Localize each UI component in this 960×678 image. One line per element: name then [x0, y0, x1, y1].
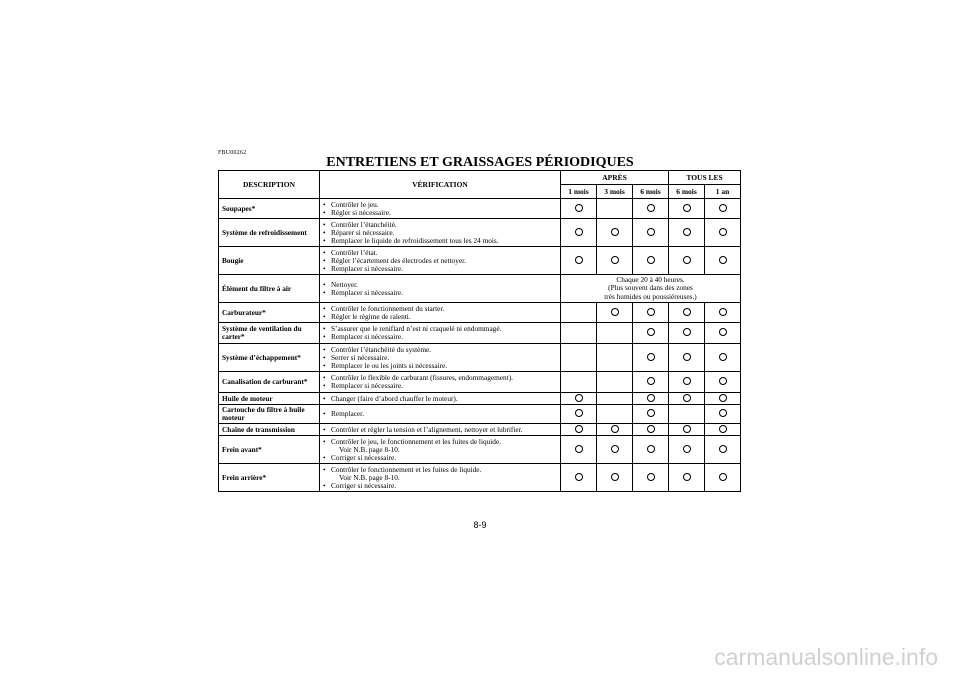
header-description: DESCRIPTION — [219, 171, 320, 199]
row-description: Cartouche du filtre à huile moteur — [219, 405, 320, 424]
verification-reference: Voir N.B. page 8-10. — [339, 472, 400, 482]
row-description: Chaîne de transmission — [219, 424, 320, 436]
row-description: Huile de moteur — [219, 393, 320, 405]
check-circle-icon — [647, 445, 655, 453]
check-circle-icon — [719, 256, 727, 264]
verification-item — [323, 438, 557, 454]
interval-cell — [561, 219, 597, 247]
document-code: FBU00262 — [218, 150, 247, 156]
interval-cell — [633, 303, 669, 323]
check-circle-icon — [719, 409, 727, 417]
verification-text: Contrôler le fonctionnement du starter. — [331, 303, 445, 313]
interval-cell — [597, 219, 633, 247]
header-interval: 6 mois — [669, 185, 705, 199]
bullet-icon: • — [323, 373, 326, 382]
check-circle-icon — [611, 425, 619, 433]
check-circle-icon — [647, 353, 655, 361]
check-circle-icon — [611, 228, 619, 236]
row-description: Système de ventilation du carter* — [219, 323, 320, 344]
interval-cell — [669, 405, 705, 424]
bullet-icon: • — [323, 219, 326, 229]
row-description: Frein avant* — [219, 436, 320, 464]
verification-text: Remplacer le liquide de refroidissement tous les 24 mois. — [331, 235, 499, 245]
bullet-icon: • — [323, 436, 326, 446]
interval-cell — [705, 303, 741, 323]
verification-item — [323, 333, 557, 341]
verification-item — [323, 289, 557, 297]
row-verification — [320, 405, 561, 424]
bullet-icon: • — [323, 393, 326, 403]
verification-text: Régler si nécessaire. — [331, 207, 391, 217]
row-description: Élément du filtre à air — [219, 275, 320, 303]
interval-cell — [561, 199, 597, 219]
interval-cell — [561, 344, 597, 372]
verification-item — [323, 362, 557, 370]
check-circle-icon — [683, 256, 691, 264]
interval-note — [561, 275, 741, 303]
table-row — [219, 303, 741, 323]
verification-text: Remplacer si nécessaire. — [331, 381, 403, 390]
verification-text: Remplacer si nécessaire. — [331, 332, 403, 341]
row-description: Bougie — [219, 247, 320, 275]
interval-cell — [561, 247, 597, 275]
bullet-icon: • — [323, 344, 326, 354]
check-circle-icon — [683, 473, 691, 481]
verification-text: Remplacer. — [331, 409, 365, 418]
check-circle-icon — [647, 473, 655, 481]
interval-cell — [597, 323, 633, 344]
interval-cell — [633, 405, 669, 424]
row-description: Système d’échappement* — [219, 344, 320, 372]
bullet-icon: • — [323, 207, 326, 217]
check-circle-icon — [575, 256, 583, 264]
bullet-icon: • — [323, 324, 326, 333]
interval-cell — [669, 199, 705, 219]
check-circle-icon — [647, 204, 655, 212]
verification-text: Corriger si nécessaire. — [331, 452, 397, 462]
row-verification — [320, 436, 561, 464]
check-circle-icon — [719, 377, 727, 385]
interval-cell — [705, 219, 741, 247]
interval-cell — [633, 436, 669, 464]
header-after: APRÈS — [561, 171, 669, 185]
interval-cell — [597, 393, 633, 405]
table-row — [219, 405, 741, 424]
bullet-icon: • — [323, 452, 326, 462]
bullet-icon: • — [323, 303, 326, 313]
check-circle-icon — [647, 256, 655, 264]
check-circle-icon — [683, 228, 691, 236]
interval-cell — [705, 393, 741, 405]
bullet-icon: • — [323, 464, 326, 474]
interval-cell — [669, 247, 705, 275]
check-circle-icon — [719, 473, 727, 481]
interval-cell — [597, 372, 633, 393]
interval-cell — [705, 436, 741, 464]
verification-item — [323, 395, 557, 403]
interval-cell — [561, 424, 597, 436]
check-circle-icon — [683, 204, 691, 212]
check-circle-icon — [575, 394, 583, 402]
watermark-text: carmanualsonline.info — [714, 644, 938, 670]
table-row — [219, 372, 741, 393]
verification-text: Changer (faire d’abord chauffer le moteur). — [331, 393, 458, 403]
bullet-icon: • — [323, 360, 326, 370]
check-circle-icon — [611, 256, 619, 264]
interval-cell — [597, 405, 633, 424]
interval-cell — [705, 344, 741, 372]
table-row — [219, 275, 741, 303]
verification-text: Régler le régime de ralenti. — [331, 311, 411, 321]
interval-cell — [633, 372, 669, 393]
interval-cell — [597, 247, 633, 275]
row-description: Canalisation de carburant* — [219, 372, 320, 393]
header-every: TOUS LES — [669, 171, 741, 185]
interval-cell — [633, 344, 669, 372]
header-interval: 1 an — [705, 185, 741, 199]
row-description: Frein arrière* — [219, 464, 320, 492]
header-verification: VÉRIFICATION — [320, 171, 561, 199]
interval-cell — [561, 464, 597, 492]
interval-cell — [669, 464, 705, 492]
row-verification — [320, 424, 561, 436]
bullet-icon: • — [323, 227, 326, 237]
verification-text: Contrôler le fonctionnement et les fuites de liquide. — [331, 464, 482, 474]
verification-text: Nettoyer. — [331, 279, 358, 289]
check-circle-icon — [611, 473, 619, 481]
interval-cell — [669, 219, 705, 247]
bullet-icon: • — [323, 255, 326, 265]
bullet-icon: • — [323, 332, 326, 341]
check-circle-icon — [719, 308, 727, 316]
check-circle-icon — [719, 353, 727, 361]
bullet-icon: • — [323, 409, 326, 418]
table-row — [219, 424, 741, 436]
check-circle-icon — [647, 425, 655, 433]
bullet-icon: • — [323, 263, 326, 273]
row-description: Système de refroidissement — [219, 219, 320, 247]
check-circle-icon — [575, 409, 583, 417]
verification-item — [323, 382, 557, 390]
interval-cell — [669, 372, 705, 393]
verification-item — [323, 454, 557, 462]
row-verification — [320, 219, 561, 247]
verification-text: Contrôler le flexible de carburant (fissures, endommagement). — [331, 373, 513, 382]
interval-cell — [561, 405, 597, 424]
verification-text: S’assurer que le reniflard n’est ni craquelé ni endommagé. — [331, 324, 502, 333]
table-row — [219, 464, 741, 492]
check-circle-icon — [719, 328, 727, 336]
check-circle-icon — [683, 445, 691, 453]
check-circle-icon — [719, 228, 727, 236]
verification-item — [323, 482, 557, 490]
table-row — [219, 219, 741, 247]
row-verification — [320, 247, 561, 275]
check-circle-icon — [647, 308, 655, 316]
bullet-icon: • — [323, 199, 326, 209]
verification-item — [323, 313, 557, 321]
verification-text: Contrôler l’étanchéité du système. — [331, 344, 432, 354]
check-circle-icon — [683, 377, 691, 385]
verification-item — [323, 426, 557, 434]
verification-text: Serrer si nécessaire. — [331, 352, 390, 362]
table-row — [219, 199, 741, 219]
verification-text: Contrôler l’état. — [331, 247, 378, 257]
check-circle-icon — [719, 425, 727, 433]
check-circle-icon — [683, 328, 691, 336]
bullet-icon: • — [323, 480, 326, 490]
row-verification — [320, 303, 561, 323]
interval-cell — [705, 405, 741, 424]
check-circle-icon — [647, 328, 655, 336]
verification-item — [323, 209, 557, 217]
row-description: Carburateur* — [219, 303, 320, 323]
check-circle-icon — [719, 394, 727, 402]
row-verification — [320, 464, 561, 492]
row-verification — [320, 344, 561, 372]
table-row — [219, 247, 741, 275]
interval-cell — [597, 303, 633, 323]
check-circle-icon — [683, 394, 691, 402]
header-interval: 3 mois — [597, 185, 633, 199]
verification-text: Contrôler l’étanchéité. — [331, 219, 397, 229]
interval-cell — [705, 372, 741, 393]
interval-cell — [669, 393, 705, 405]
interval-cell — [633, 199, 669, 219]
check-circle-icon — [575, 204, 583, 212]
page-number: 8-9 — [473, 520, 487, 530]
check-circle-icon — [683, 353, 691, 361]
table-row — [219, 323, 741, 344]
check-circle-icon — [575, 425, 583, 433]
interval-cell — [705, 464, 741, 492]
check-circle-icon — [683, 425, 691, 433]
check-circle-icon — [647, 228, 655, 236]
page-title: ENTRETIENS ET GRAISSAGES PÉRIODIQUES — [326, 155, 634, 170]
interval-cell — [597, 199, 633, 219]
row-verification — [320, 199, 561, 219]
check-circle-icon — [719, 204, 727, 212]
maintenance-table — [218, 170, 741, 492]
interval-cell — [633, 247, 669, 275]
interval-cell — [705, 424, 741, 436]
row-verification — [320, 323, 561, 344]
table-row — [219, 436, 741, 464]
interval-cell — [705, 323, 741, 344]
check-circle-icon — [575, 228, 583, 236]
check-circle-icon — [611, 445, 619, 453]
verification-text: Réparer si nécessaire. — [331, 227, 395, 237]
interval-cell — [597, 344, 633, 372]
verification-item — [323, 410, 557, 418]
interval-cell — [633, 464, 669, 492]
bullet-icon: • — [323, 352, 326, 362]
verification-text: Remplacer si nécessaire. — [331, 263, 403, 273]
interval-cell — [597, 424, 633, 436]
bullet-icon: • — [323, 235, 326, 245]
interval-cell — [597, 464, 633, 492]
verification-text: Contrôler le jeu. — [331, 199, 379, 209]
note-line: (Plus souvent dans des zones — [608, 283, 693, 293]
row-verification — [320, 393, 561, 405]
bullet-icon: • — [323, 287, 326, 297]
verification-text: Corriger si nécessaire. — [331, 480, 397, 490]
interval-cell — [669, 344, 705, 372]
bullet-icon: • — [323, 247, 326, 257]
interval-cell — [669, 436, 705, 464]
check-circle-icon — [575, 473, 583, 481]
table-row — [219, 344, 741, 372]
row-verification — [320, 372, 561, 393]
verification-item — [323, 237, 557, 245]
maintenance-rows — [219, 199, 741, 492]
header-interval: 1 mois — [561, 185, 597, 199]
check-circle-icon — [683, 308, 691, 316]
interval-cell — [705, 199, 741, 219]
interval-cell — [669, 303, 705, 323]
bullet-icon: • — [323, 279, 326, 289]
interval-cell — [561, 303, 597, 323]
verification-text: Régler l’écartement des électrodes et nettoyer. — [331, 255, 466, 265]
interval-cell — [561, 436, 597, 464]
interval-cell — [669, 424, 705, 436]
interval-cell — [633, 393, 669, 405]
interval-cell — [561, 323, 597, 344]
interval-cell — [561, 393, 597, 405]
note-line: très humides ou poussiéreuses.) — [604, 291, 697, 301]
check-circle-icon — [575, 445, 583, 453]
interval-cell — [669, 323, 705, 344]
verification-text: Contrôler et régler la tension et l’alignement, nettoyer et lubrifier. — [331, 424, 523, 434]
verification-text: Remplacer le ou les joints si nécessaire. — [331, 360, 448, 370]
interval-cell — [633, 219, 669, 247]
bullet-icon: • — [323, 381, 326, 390]
interval-cell — [633, 323, 669, 344]
interval-cell — [633, 424, 669, 436]
table-row — [219, 393, 741, 405]
interval-cell — [705, 247, 741, 275]
bullet-icon: • — [323, 311, 326, 321]
interval-cell — [597, 436, 633, 464]
check-circle-icon — [647, 409, 655, 417]
verification-item — [323, 466, 557, 482]
bullet-icon: • — [323, 424, 326, 434]
interval-cell — [561, 372, 597, 393]
check-circle-icon — [719, 445, 727, 453]
note-line: Chaque 20 à 40 heures. — [616, 274, 685, 284]
verification-reference: Voir N.B. page 8-10. — [339, 444, 400, 454]
header-interval: 6 mois — [633, 185, 669, 199]
check-circle-icon — [647, 377, 655, 385]
verification-text: Remplacer si nécessaire. — [331, 287, 403, 297]
check-circle-icon — [611, 308, 619, 316]
row-verification — [320, 275, 561, 303]
row-description: Soupapes* — [219, 199, 320, 219]
verification-item — [323, 265, 557, 273]
verification-text: Contrôler le jeu, le fonctionnement et les fuites de liquide. — [331, 436, 502, 446]
check-circle-icon — [647, 394, 655, 402]
